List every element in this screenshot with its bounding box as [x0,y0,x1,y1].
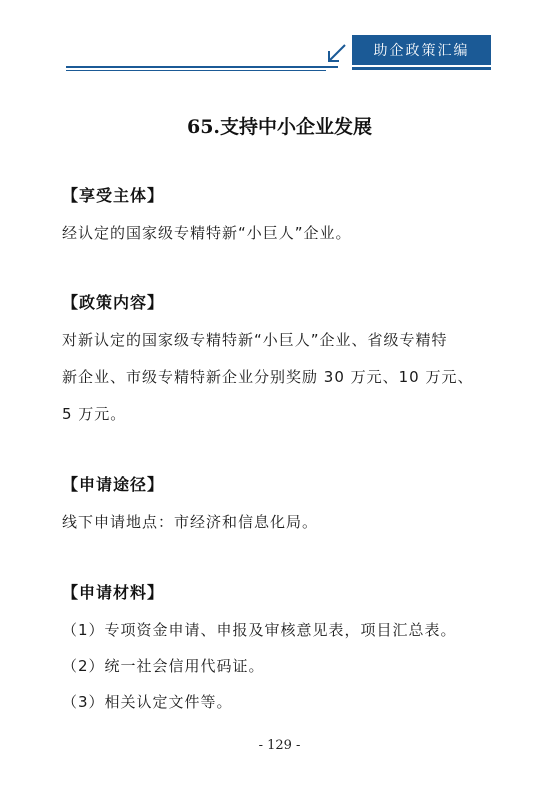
beneficiary-text: 经认定的国家级专精特新“小巨人”企业。 [62,224,352,242]
badge-underline [352,67,491,70]
page-number: - 129 - [258,738,301,753]
section-badge: 助企政策汇编 [352,35,491,65]
heading-policy-content: 【政策内容】 [62,293,165,312]
arrow-down-left-icon [325,43,347,65]
policy-content-line-3: 5 万元。 [62,405,127,423]
materials-item-2: （2）统一社会信用代码证。 [62,657,265,675]
page-title: 65.支持中小企业发展 [186,116,373,138]
heading-beneficiary: 【享受主体】 [62,186,165,205]
materials-item-3: （3）相关认定文件等。 [62,693,233,711]
heading-application-channel: 【申请途径】 [62,475,165,494]
header-rule [66,66,338,68]
heading-application-materials: 【申请材料】 [62,583,165,602]
policy-content-line-2: 新企业、市级专精特新企业分别奖励 30 万元、10 万元、 [62,368,474,386]
header-rule-thin [66,70,326,71]
materials-item-1: （1）专项资金申请、申报及审核意见表，项目汇总表。 [62,621,457,639]
application-channel-text: 线下申请地点：市经济和信息化局。 [62,513,319,531]
policy-content-line-1: 对新认定的国家级专精特新“小巨人”企业、省级专精特 [62,331,448,349]
